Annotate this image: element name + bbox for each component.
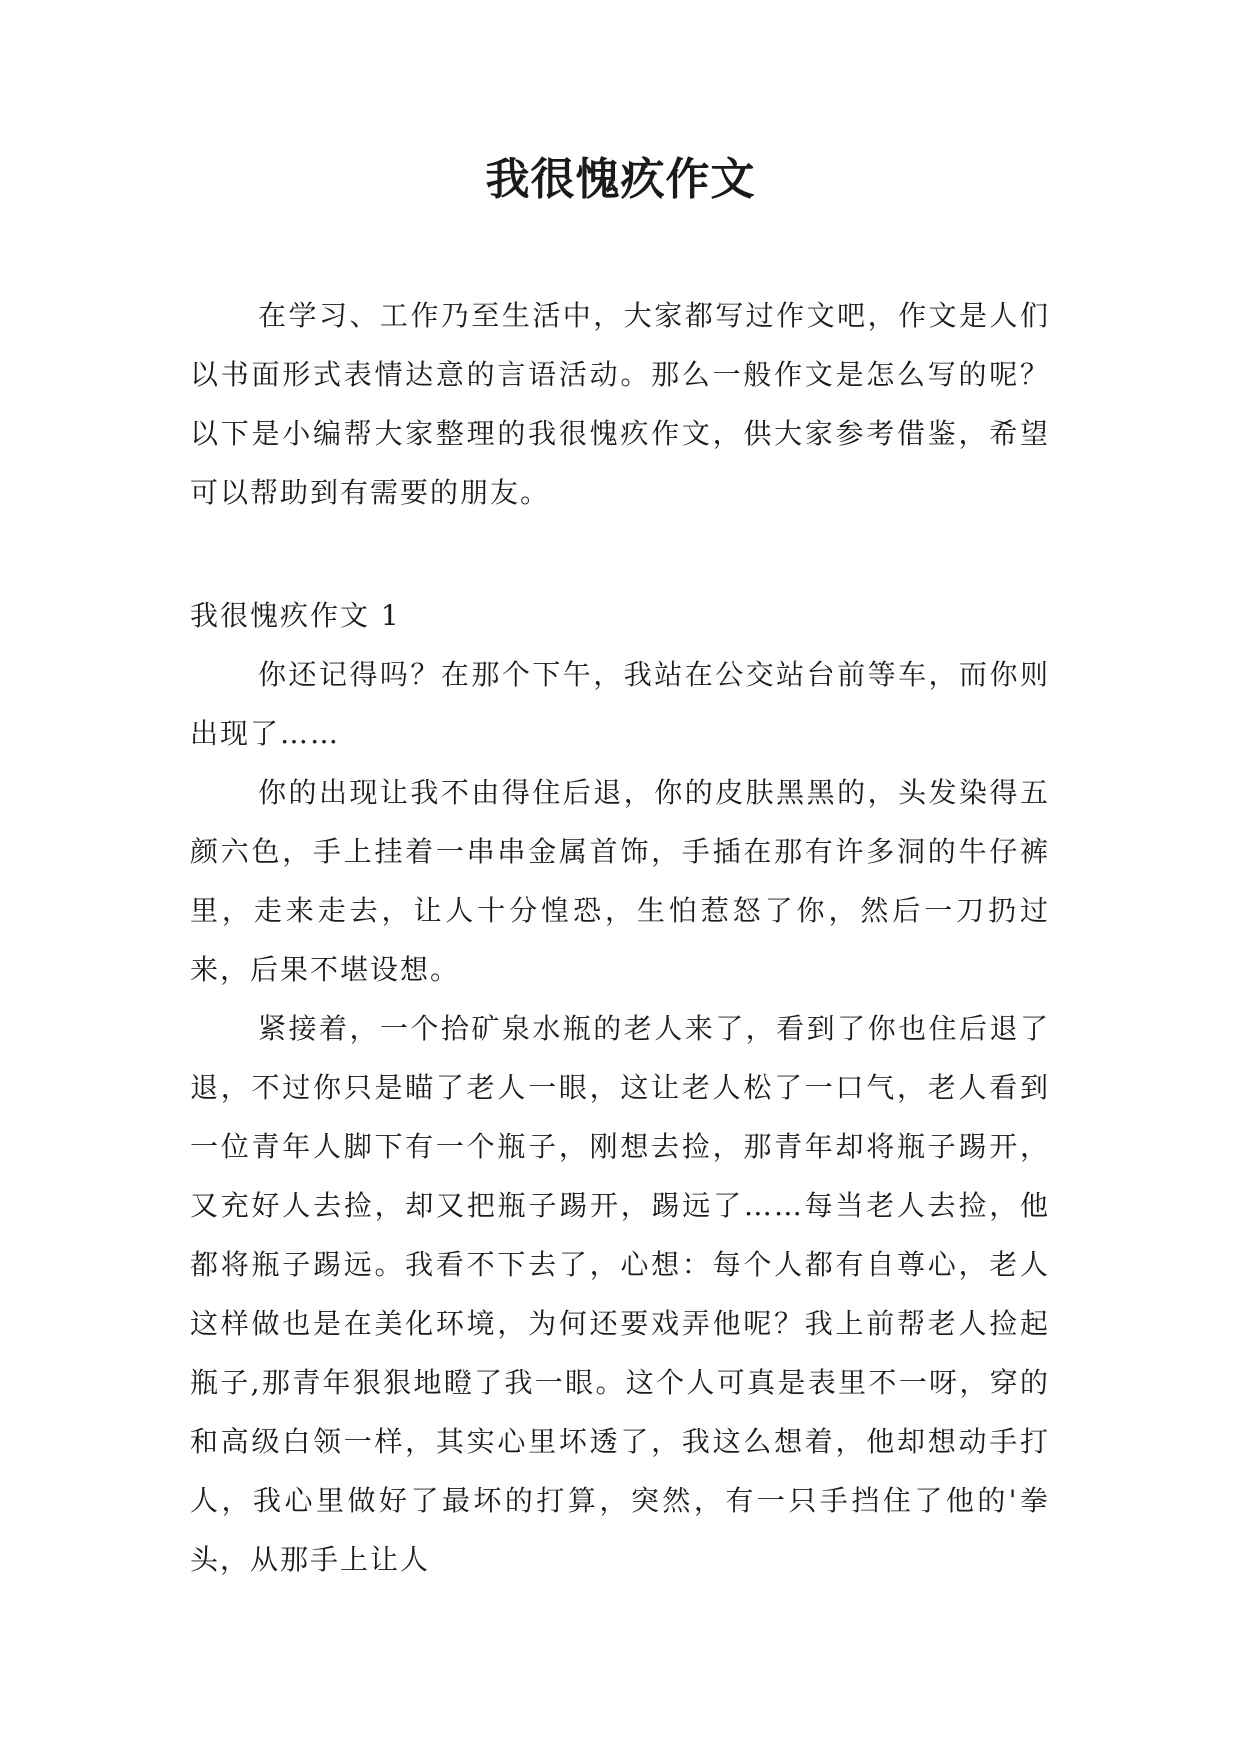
document-body xyxy=(190,286,1050,1589)
section-heading: 我很愧疚作文 1 xyxy=(190,599,401,632)
intro-paragraph: 在学习、工作乃至生活中，大家都写过作文吧，作文是人们以书面形式表情达意的言语活动。那么一般作文是怎么写的呢？以下是小编帮大家整理的我很愧疚作文，供大家参考借鉴，希望可以帮助到有需要的朋友。 xyxy=(190,299,1050,509)
body-paragraph: 紧接着，一个拾矿泉水瓶的老人来了，看到了你也住后退了退，不过你只是瞄了老人一眼，这让老人松了一口气，老人看到一位青年人脚下有一个瓶子，刚想去捡，那青年却将瓶子踢开，又充好人去捡，却又把瓶子踢开，踢远了……每当老人去捡，他都将瓶子踢远。我看不下去了，心想：每个人都有自尊心，老人这样做也是在美化环境，为何还要戏弄他呢？我上前帮老人捡起瓶子,那青年狠狠地瞪了我一眼。这个人可真是表里不一呀，穿的和高级白领一样，其实心里坏透了，我这么想着，他却想动手打人，我心里做好了最坏的打算，突然，有一只手挡住了他的'拳头，从那手上让人 xyxy=(190,1012,1050,1576)
body-paragraph: 你的出现让我不由得住后退，你的皮肤黑黑的，头发染得五颜六色，手上挂着一串串金属首饰，手插在那有许多洞的牛仔裤里，走来走去，让人十分惶恐，生怕惹怒了你，然后一刀扔过来，后果不堪设想。 xyxy=(190,776,1050,986)
body-paragraph: 你还记得吗？在那个下午，我站在公交站台前等车，而你则出现了…… xyxy=(190,658,1050,750)
document-title: 我很愧疚作文 xyxy=(485,154,756,205)
